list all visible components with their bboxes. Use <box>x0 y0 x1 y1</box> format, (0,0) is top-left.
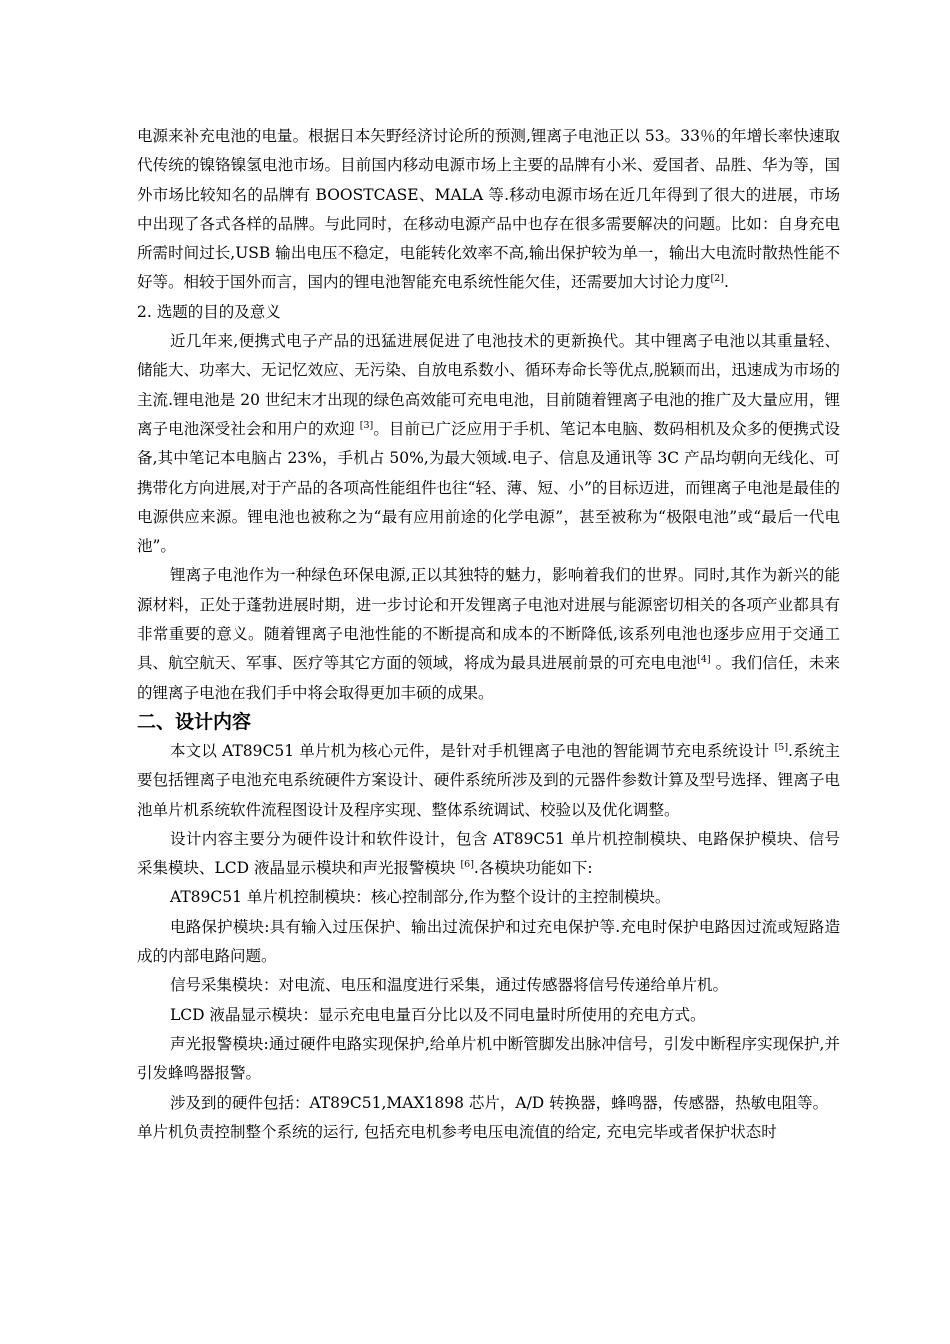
paragraph-text: 涉及到的硬件包括：AT89C51,MAX1898 芯片，A/D 转换器，蜂鸣器，传感器，热敏电阻等。 <box>170 1093 829 1112</box>
paragraph-purpose <box>137 327 840 561</box>
paragraph-tail: .各模块功能如下: <box>473 859 593 878</box>
paragraph-text: 本文以 AT89C51 单片机为核心元件，是针对手机锂离子电池的智能调节充电系统设计 <box>170 741 775 760</box>
paragraph-text: 电路保护模块:具有输入过压保护、输出过流保护和过充电保护等.充电时保护电路因过流或短路造成的内部电路问题。 <box>137 917 840 966</box>
citation-ref: [3] <box>359 419 374 431</box>
paragraph-text: 单片机负责控制整个系统的运行, 包括充电机参考电压电流值的给定, 充电完毕或者保护状态时 <box>137 1122 777 1141</box>
paragraph-module-lcd <box>137 1001 840 1030</box>
paragraph-tail: .系统主要包括锂离子电池充电系统硬件方案设计、硬件系统所涉及到的元器件参数计算及型号选择、锂离子电池单片机系统软件流程图设计及程序实现、整体系统调试、校验以及优化调整。 <box>137 741 840 819</box>
paragraph-design-intro <box>137 737 840 825</box>
paragraph-module-alarm <box>137 1030 840 1089</box>
paragraph-text: 近几年来,便携式电子产品的迅猛进展促进了电池技术的更新换代。其中锂离子电池以其重量轻、储能大、功率大、无记忆效应、无污染、自放电系数小、循环寿命长等优点,脱颖而出，迅速成为市场的主流.锂电池是 20 世纪末才出现的绿色高效能可充电电池，目前随着锂离子电池的推广及大量应用，锂离子电池深受社会和用户的欢迎 <box>137 332 840 438</box>
paragraph-hardware-list <box>137 1089 840 1118</box>
paragraph-text: 声光报警模块:通过硬件电路实现保护,给单片机中断管脚发出脉冲信号，引发中断程序实现保护,并引发蜂鸣器报警。 <box>137 1034 840 1083</box>
paragraph-module-protection <box>137 913 840 972</box>
chapter-heading-design <box>137 708 840 737</box>
paragraph-text: 信号采集模块：对电流、电压和温度进行采集，通过传感器将信号传递给单片机。 <box>170 976 729 995</box>
paragraph-text: 锂离子电池作为一种绿色环保电源,正以其独特的魅力，影响着我们的世界。同时,其作为新兴的能源材料，正处于蓬勃进展时期，进一步讨论和开发锂离子电池对进展与能源密切相关的各项产业都具有非常重要的意义。随着锂离子电池性能的不断提高和成本的不断降低,该系列电池也逐步应用于交通工具、航空航天、军事、医疗等其它方面的领域，将成为最具进展前景的可充电电池 <box>137 566 840 673</box>
paragraph-tail: . <box>723 273 729 292</box>
paragraph-text: 电源来补充电池的电量。根据日本矢野经济讨论所的预测,锂离子电池正以 53。33％的年增长率快速取代传统的镍铬镍氢电池市场。目前国内移动电源市场上主要的品牌有小米、爱国者、品胜、华为等，国外市场比较知名的品牌有 BOOSTCASE、MALA 等.移动电源市场在近几年得到了很大的进展，市场中出现了各式各样的品牌。与此同时，在移动电源产品中也存在很多需要解决的问题。比如：自身充电所需时间过长,USB 输出电压不稳定，电能转化效率不高,输出保护较为单一，输出大电流时散热性能不好等。相较于国外而言，国内的锂电池智能充电系统性能欠佳，还需要加大讨论力度 <box>137 127 840 292</box>
paragraph-mcu-control <box>137 1118 840 1147</box>
paragraph-module-mcu <box>137 883 840 912</box>
chapter-heading-text: 二、设计内容 <box>137 710 252 733</box>
paragraph-text: LCD 液晶显示模块：显示充电电量百分比以及不同电量时所使用的充电方式。 <box>170 1005 706 1024</box>
document-body <box>137 122 840 1147</box>
section-heading-text: 2. 选题的目的及意义 <box>137 302 281 321</box>
paragraph-design-modules <box>137 825 840 884</box>
paragraph-text: 设计内容主要分为硬件设计和软件设计，包含 AT89C51 单片机控制模块、电路保护模块、信号采集模块、LCD 液晶显示模块和声光报警模块 <box>137 829 840 878</box>
paragraph-module-sampling <box>137 971 840 1000</box>
citation-ref: [6] <box>460 859 474 871</box>
citation-ref: [5] <box>774 741 789 753</box>
paragraph-tail: 。目前已广泛应用于手机、笔记本电脑、数码相机及众多的便携式设备,其中笔记本电脑占 23%，手机占 50%,为最大领域.电子、信息及通讯等 3C 产品均朝向无线化、可携带化方向进展,对于产品的各项高性能组件也往“轻、薄、短、小”的目标迈进，而锂离子电池是最佳的电源供应来源。锂电池也被称之为“最有应用前途的化学电源”，甚至被称为“极限电池”或“最后一代电池”。 <box>137 419 840 556</box>
paragraph-significance <box>137 561 840 707</box>
citation-ref: [4] <box>697 654 711 666</box>
paragraph-market-overview <box>137 122 840 298</box>
citation-ref: [2] <box>710 273 724 285</box>
paragraph-text: AT89C51 单片机控制模块：核心控制部分,作为整个设计的主控制模块。 <box>170 888 671 907</box>
paragraph-tail: 。我们信任，未来的锂离子电池在我们手中将会取得更加丰硕的成果。 <box>137 654 840 702</box>
section-heading-purpose <box>137 298 840 327</box>
